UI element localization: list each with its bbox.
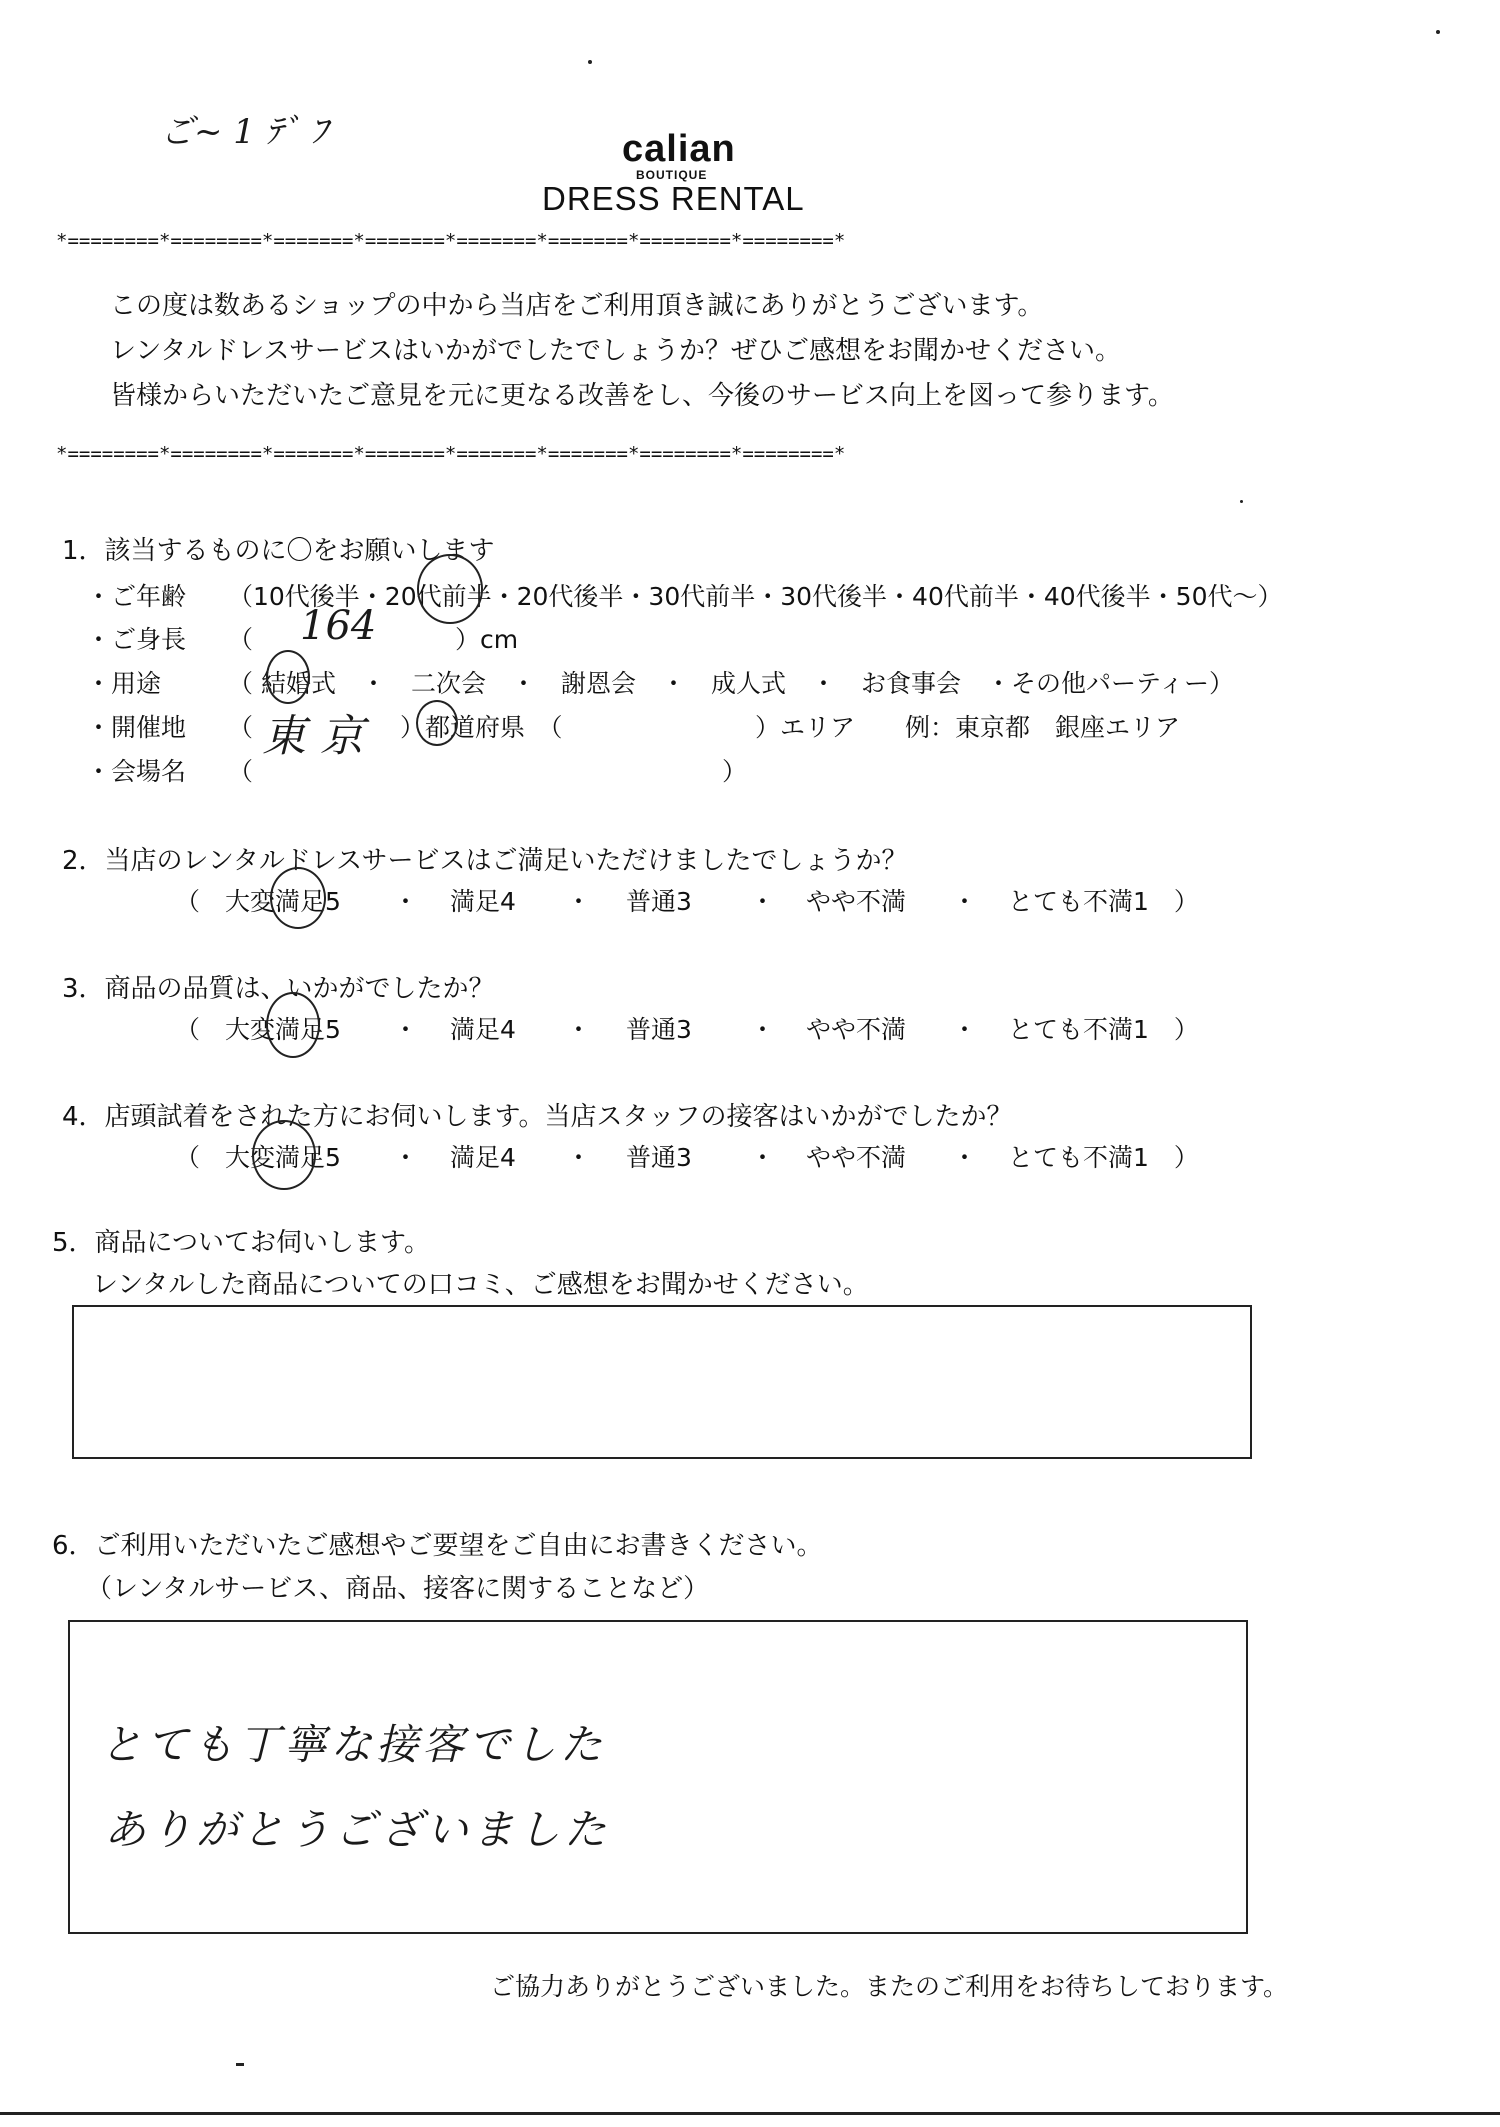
place-label: ・開催地 bbox=[86, 713, 187, 742]
q3-heading: 3．商品の品質は、いかがでしたか？ bbox=[62, 974, 495, 1004]
use-label: ・用途 bbox=[86, 669, 162, 698]
q3-option-very-dissatisfied[interactable]: とても不満1 ） bbox=[1008, 1015, 1199, 1044]
place-paren-open: （ bbox=[228, 713, 254, 742]
q3-separator: ・ bbox=[393, 1015, 419, 1044]
q3-separator: ・ bbox=[750, 1015, 776, 1044]
q1-heading: 1．該当するものに〇をお願いします bbox=[62, 536, 495, 566]
height-handwritten-value[interactable]: 164 bbox=[300, 603, 377, 649]
q4-option-very-satisfied[interactable]: （ 大変満足5 bbox=[175, 1143, 341, 1172]
scan-speck bbox=[1240, 500, 1243, 503]
q4-heading: 4．店頭試着をされた方にお伺いします。当店スタッフの接客はいかがでしたか？ bbox=[62, 1102, 1013, 1132]
closing-message: ご協力ありがとうございました。またのご利用をお待ちしております。 bbox=[490, 1972, 1289, 2001]
q4-selection-circle bbox=[252, 1120, 316, 1190]
q4-separator: ・ bbox=[750, 1143, 776, 1172]
q2-separator: ・ bbox=[393, 887, 419, 916]
q2-separator: ・ bbox=[750, 887, 776, 916]
q2-selection-circle bbox=[270, 867, 326, 929]
venue-paren-open: （ bbox=[228, 757, 254, 786]
intro-line-2: レンタルドレスサービスはいかがでしたでしょうか？ぜひご感想をお聞かせください。 bbox=[110, 336, 1122, 366]
use-selection-circle bbox=[266, 650, 310, 704]
q2-option-very-dissatisfied[interactable]: とても不満1 ） bbox=[1008, 887, 1199, 916]
brand-logo-sub: BOUTIQUE bbox=[636, 168, 708, 182]
age-label: ・ご年齢 bbox=[86, 582, 187, 611]
q5-heading: 5．商品についてお伺いします。 bbox=[52, 1228, 430, 1258]
scan-speck bbox=[588, 60, 592, 64]
venue-label: ・会場名 bbox=[86, 757, 187, 786]
q3-option-somewhat-dissatisfied[interactable]: やや不満 bbox=[806, 1015, 907, 1044]
age-selection-circle bbox=[417, 554, 483, 624]
q3-option-very-satisfied[interactable]: （ 大変満足5 bbox=[175, 1015, 341, 1044]
intro-line-3: 皆様からいただいたご意見を元に更なる改善をし、今後のサービス向上を図って参ります。 bbox=[110, 381, 1174, 411]
place-selection-circle bbox=[416, 700, 458, 746]
q2-option-satisfied[interactable]: 満足4 bbox=[450, 887, 516, 916]
q3-separator: ・ bbox=[952, 1015, 978, 1044]
height-unit: ）cm bbox=[455, 625, 519, 654]
q6-comment-box[interactable] bbox=[68, 1620, 1248, 1934]
q4-option-very-dissatisfied[interactable]: とても不満1 ） bbox=[1008, 1143, 1199, 1172]
q4-separator: ・ bbox=[566, 1143, 592, 1172]
place-prefecture-text: ）都道府県 （ bbox=[400, 713, 563, 742]
use-options[interactable]: （ 結婚式 ・ 二次会 ・ 謝恩会 ・ 成人式 ・ お食事会 ・その他パーティー） bbox=[228, 669, 1234, 698]
venue-paren-close: ） bbox=[722, 757, 748, 786]
place-handwritten-value[interactable]: 東京 bbox=[262, 711, 378, 762]
q2-option-very-satisfied[interactable]: （ 大変満足5 bbox=[175, 887, 341, 916]
q2-separator: ・ bbox=[952, 887, 978, 916]
q4-option-satisfied[interactable]: 満足4 bbox=[450, 1143, 516, 1172]
brand-logo-name: calian bbox=[622, 128, 736, 170]
brand-title: DRESS RENTAL bbox=[542, 180, 805, 217]
scan-bottom-edge bbox=[0, 2112, 1500, 2115]
scan-speck bbox=[1436, 30, 1440, 34]
q4-separator: ・ bbox=[952, 1143, 978, 1172]
scan-speck bbox=[236, 2063, 244, 2066]
q2-option-normal[interactable]: 普通3 bbox=[626, 887, 692, 916]
handwritten-scribble: ご~ 1 ﾃﾞ ﾌ bbox=[160, 112, 328, 152]
decorative-divider-bottom: *========*========*=======*=======*=======*=======*========*========* bbox=[56, 443, 846, 465]
q4-option-somewhat-dissatisfied[interactable]: やや不満 bbox=[806, 1143, 907, 1172]
q3-option-normal[interactable]: 普通3 bbox=[626, 1015, 692, 1044]
height-paren-open: （ bbox=[228, 625, 254, 654]
q3-selection-circle bbox=[266, 992, 320, 1058]
q6-answer-line-2: ありがとうございました bbox=[104, 1805, 611, 1854]
q4-separator: ・ bbox=[393, 1143, 419, 1172]
q6-answer-line-1: とても丁寧な接客でした bbox=[100, 1720, 607, 1769]
age-options[interactable]: （10代後半・20代前半・20代後半・30代前半・30代後半・40代前半・40代後半・50代～） bbox=[228, 582, 1283, 611]
q5-comment-box[interactable] bbox=[72, 1305, 1252, 1459]
q6-subheading: （レンタルサービス、商品、接客に関することなど） bbox=[86, 1574, 710, 1604]
q3-option-satisfied[interactable]: 満足4 bbox=[450, 1015, 516, 1044]
place-area-text: ）エリア 例：東京都 銀座エリア bbox=[755, 713, 1181, 742]
q2-option-somewhat-dissatisfied[interactable]: やや不満 bbox=[806, 887, 907, 916]
intro-line-1: この度は数あるショップの中から当店をご利用頂き誠にありがとうございます。 bbox=[110, 291, 1044, 321]
q3-separator: ・ bbox=[566, 1015, 592, 1044]
q2-heading: 2．当店のレンタルドレスサービスはご満足いただけましたでしょうか？ bbox=[62, 846, 908, 876]
q6-heading: 6．ご利用いただいたご感想やご要望をご自由にお書きください。 bbox=[52, 1531, 823, 1561]
q5-subheading: レンタルした商品についての口コミ、ご感想をお聞かせください。 bbox=[92, 1270, 869, 1300]
q2-separator: ・ bbox=[566, 887, 592, 916]
decorative-divider-top: *========*========*=======*=======*=======*=======*========*========* bbox=[56, 230, 846, 252]
q4-option-normal[interactable]: 普通3 bbox=[626, 1143, 692, 1172]
height-label: ・ご身長 bbox=[86, 625, 187, 654]
